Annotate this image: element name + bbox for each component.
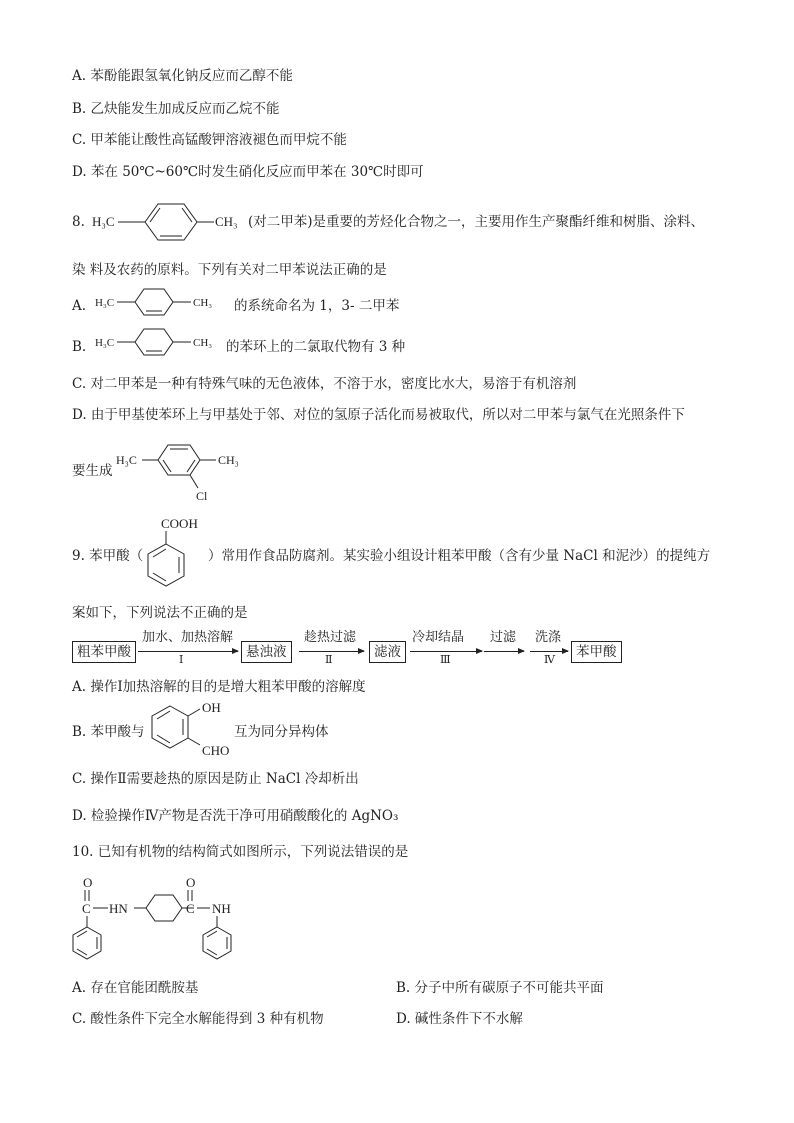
q8-option-b-label: B. (72, 339, 87, 355)
p-xylene-structure-main (92, 196, 252, 248)
flow-box-benzoic-acid: 苯甲酸 (571, 641, 622, 663)
ch3-label: CH₃ (215, 214, 238, 229)
q9-stem-line1b: ）常用作食品防腐剂。某实验小组设计粗苯甲酸（含有少量 NaCl 和泥沙）的提纯方 (208, 548, 711, 564)
purification-flowchart (72, 630, 632, 671)
q8-option-d-line1: D. 由于甲基使苯环上与甲基处于邻、对位的氢原子活化而易被取代，所以对二甲苯与氯气在光照条件下 (72, 407, 685, 423)
flow-arrow-4 (484, 651, 524, 652)
flow-box-filtrate: 滤液 (369, 641, 406, 663)
q10-stem: 10. 已知有机物的结构简式如图所示，下列说法错误的是 (72, 844, 409, 860)
flow-step-1-roman: Ⅰ (179, 653, 184, 666)
q8-option-b-text: 的苯环上的二氯取代物有 3 种 (226, 339, 406, 355)
q9-option-b-text2: 互为同分异构体 (234, 724, 329, 740)
q9-stem-line1a: 9. 苯甲酸（ (72, 548, 144, 564)
flow-arrow-1 (138, 651, 238, 652)
cooh-label: COOH (161, 516, 198, 531)
cho-label: CHO (202, 743, 230, 758)
flow-step-3-label: 冷却结晶 (412, 630, 465, 645)
q9-option-a: A. 操作Ⅰ加热溶解的目的是增大粗苯甲酸的溶解度 (72, 679, 366, 695)
flow-box-crude-benzoic-acid: 粗苯甲酸 (72, 641, 136, 663)
c-label-left: C (82, 901, 91, 916)
flow-step-4-label: 过滤 (490, 630, 517, 645)
hydroxy-benzaldehyde-structure (150, 700, 240, 762)
amide-compound-structure (66, 870, 256, 970)
benzoic-acid-structure (144, 514, 214, 594)
q8-stem-line1: (对二甲苯)是重要的芳烃化合物之一，主要用作生产聚酯纤维和树脂、涂料、 (248, 214, 705, 230)
flow-arrow-5 (530, 651, 568, 652)
o-label-right: O (186, 875, 196, 890)
c-label-right: C (186, 901, 195, 916)
q10-option-d: D. 碱性条件下不水解 (396, 1011, 523, 1027)
q9-option-c: C. 操作Ⅱ需要趁热的原因是防止 NaCl 冷却析出 (72, 771, 359, 787)
h3c-label: H₃C (95, 297, 115, 309)
q9-option-b-text1: B. 苯甲酸与 (72, 724, 145, 740)
flow-step-2-label: 趁热过滤 (304, 630, 357, 645)
chloro-p-xylene-structure (116, 438, 256, 504)
q8-option-d-line2: 要生成 (72, 463, 113, 479)
h3c-label: H₃C (95, 337, 115, 349)
q7-option-b: B. 乙炔能发生加成反应而乙烷不能 (72, 101, 280, 117)
q8-option-a-label: A. (72, 298, 87, 314)
q8-number: 8. (72, 214, 85, 230)
p-xylene-structure-b (95, 328, 235, 366)
q8-option-a-text: 的系统命名为 1，3- 二甲苯 (234, 298, 400, 314)
q10-option-b: B. 分子中所有碳原子不可能共平面 (396, 980, 604, 996)
q8-option-c: C. 对二甲苯是一种有特殊气味的无色液体，不溶于水，密度比水大，易溶于有机溶剂 (72, 376, 577, 392)
q10-option-c: C. 酸性条件下完全水解能得到 3 种有机物 (72, 1011, 324, 1027)
q9-stem-line2: 案如下，下列说法不正确的是 (72, 605, 248, 621)
q8-stem-line2: 染 料及农药的原料。下列有关对二甲苯说法正确的是 (72, 262, 387, 278)
h3c-label: H₃C (92, 214, 115, 229)
cl-label: Cl (196, 489, 208, 503)
flow-step-2-roman: Ⅱ (325, 653, 333, 666)
flow-step-5-roman: Ⅳ (544, 653, 555, 666)
oh-label: OH (202, 700, 221, 715)
flow-step-5-label: 洗涤 (535, 630, 562, 645)
nh-label: NH (212, 901, 231, 916)
o-label-left: O (83, 875, 93, 890)
hn-label: HN (109, 901, 128, 916)
flow-step-1-label: 加水、加热溶解 (142, 630, 234, 645)
q7-option-a: A. 苯酚能跟氢氧化钠反应而乙醇不能 (72, 68, 293, 84)
q7-option-d: D. 苯在 50℃~60℃时发生硝化反应而甲苯在 30℃时即可 (72, 164, 424, 180)
ch3-label: CH₃ (218, 453, 239, 467)
flow-step-3-roman: Ⅲ (440, 653, 451, 666)
p-xylene-structure-a (95, 288, 235, 326)
flow-box-suspension: 悬浊液 (241, 641, 292, 663)
q7-option-c: C. 甲苯能让酸性高锰酸钾溶液褪色而甲烷不能 (72, 132, 347, 148)
flow-arrow-3 (410, 651, 482, 652)
q9-option-d: D. 检验操作Ⅳ产物是否洗干净可用硝酸酸化的 AgNO₃ (72, 808, 399, 824)
ch3-label: CH₃ (193, 337, 213, 349)
q10-option-a: A. 存在官能团酰胺基 (72, 980, 199, 996)
h3c-label: H₃C (116, 453, 137, 467)
ch3-label: CH₃ (193, 297, 213, 309)
flow-arrow-2 (299, 651, 364, 652)
